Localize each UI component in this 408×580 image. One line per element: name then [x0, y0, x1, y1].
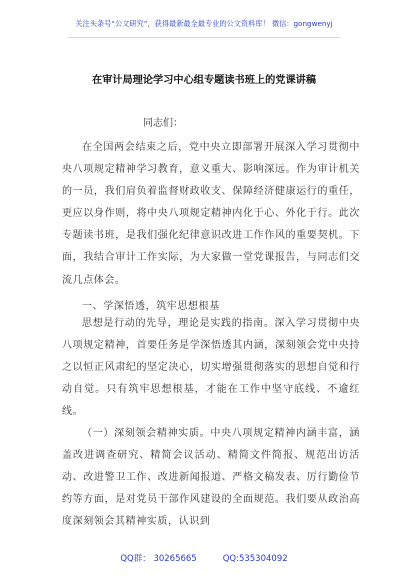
footer-qq: QQ:535304092 — [222, 554, 288, 564]
paragraph-intro: 在全国两会结束之后，党中央立即部署开展深入学习贯彻中央八项规定精神学习教育，意义重大、影响深远。作为审计机关的一员，我们肩负着监督财政收支、保障经济健康运行的重任，更应以身作则，将中央八项规定精神内化于心、外化于行。此次专题读书班，是我们强化纪律意识改进工作作风的重要契机。下面，我结合审计工作实际，为大家做一堂党课报告，与同志们交流几点体会。 — [62, 142, 360, 286]
header-watermark-note: 关注头条号“公文研究”，获得最新最全最专业的公文资料库！ 微信：gongwenyj — [75, 19, 333, 28]
document-title: 在审计局理论学习中心组专题读书班上的党课讲稿 — [91, 74, 317, 86]
footer-qq-group: QQ群： 30265665 — [120, 554, 197, 564]
section-heading-1: 一、学深悟透，筑牢思想根基 — [82, 301, 220, 312]
salutation: 同志们： — [143, 118, 183, 129]
paragraph-subsection-1: （一）深刻领会精神实质。中央八项规定精神内涵丰富，涵盖改进调查研究、精简会议活动、精简文件简报、规范出访活动、改进警卫工作、改进新闻报道、严格文稿发表、厉行勤俭节约等方面，是对党员干部作风建设的全面规范。我们要从政治高度深刻领会其精神实质，认识到 — [62, 428, 360, 528]
paragraph-section-1: 思想是行动的先导，理论是实践的指南。深入学习贯彻中央八项规定精神，首要任务是学深悟透其内涵，深刻领会党中央持之以恒正风肃纪的坚定决心，切实增强贯彻落实的思想自觉和行动自觉。只有筑牢思想根基，才能在工作中坚守底线、不逾红线。 — [62, 318, 360, 418]
footer-contact — [0, 552, 408, 564]
header-divider — [68, 37, 340, 38]
